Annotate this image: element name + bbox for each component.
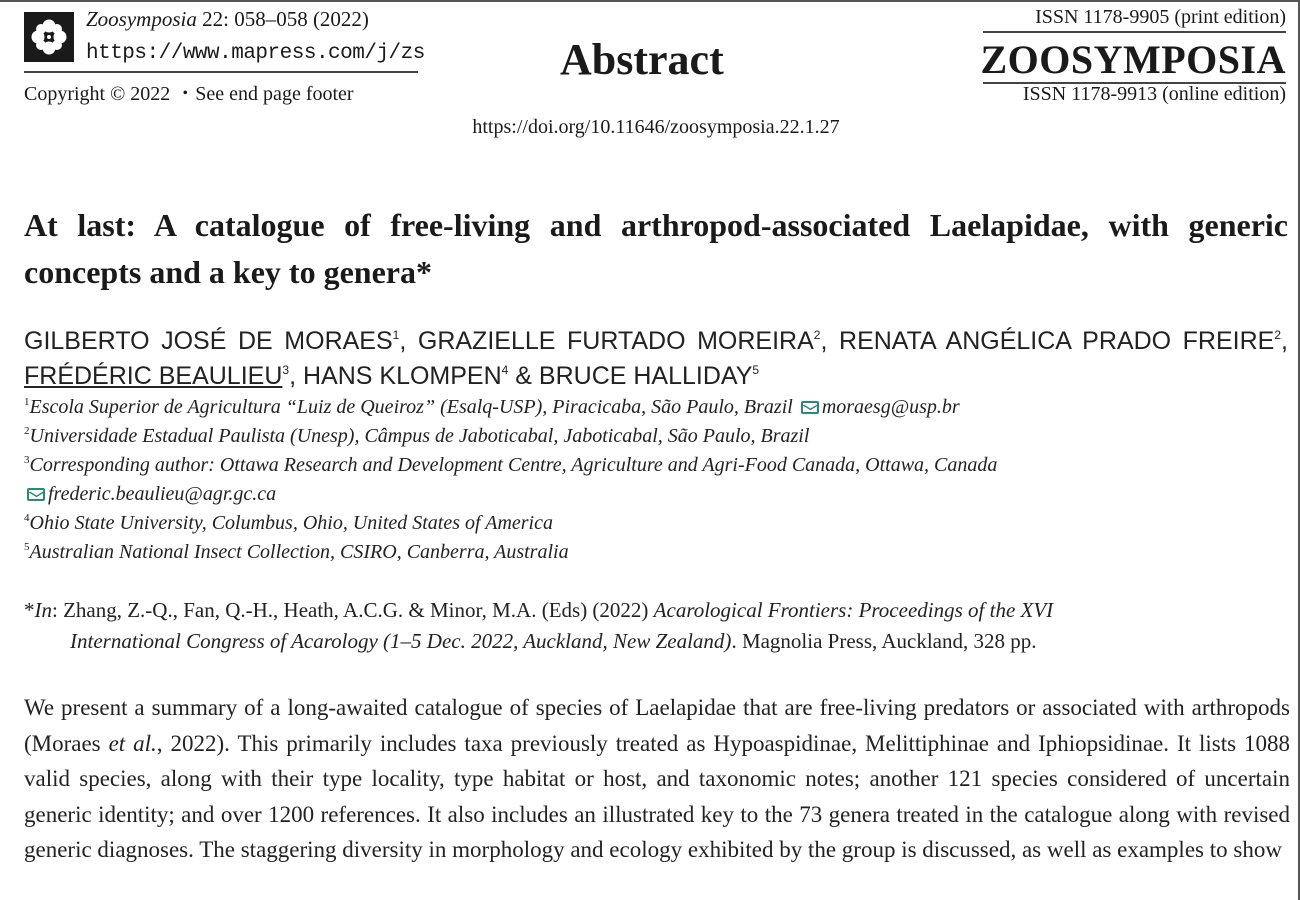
affiliation-5: $^5$Australian National Insect Collection, CSIRO, Canberra, Australia: [24, 541, 569, 563]
author-list: GILBERTO JOSÉ DE MORAES$^1$, GRAZIELLE FURTADO MOREIRA$^2$, RENATA ANGÉLICA PRADO FREIRE$^2$, FRÉDÉRIC BEAULIEU$^3$, HANS KLOMPEN$^4$ & BRUCE HALLIDAY$^5$: [24, 327, 1288, 390]
affiliation-3-email: [24, 480, 1288, 509]
author: RENATA ANGÉLICA PRADO FREIRE$^2$: [839, 327, 1282, 355]
journal-logo-icon: [24, 12, 74, 62]
email-link[interactable]: moraesg@usp.br: [821, 396, 960, 418]
email-link[interactable]: frederic.beaulieu@agr.gc.ca: [48, 483, 277, 505]
proceedings-footnote: *In: Zhang, Z.-Q., Fan, Q.-H., Heath, A.C.G. & Minor, M.A. (Eds) (2022) Acarological Frontiers: Proceedings of the XVI International Congress of Acarology (1–5 Dec. 2022, Auckland, New Zealand). Magnolia Press, Auckland, 328 pp.: [24, 598, 1054, 653]
doi-link[interactable]: https://doi.org/10.11646/zoosymposia.22.1.27: [472, 116, 840, 138]
author: GRAZIELLE FURTADO MOREIRA$^2$: [417, 327, 821, 355]
corresponding-author-link[interactable]: FRÉDÉRIC BEAULIEU$^3$: [24, 362, 290, 390]
header-divider-left: [24, 71, 418, 73]
abstract-text: We present a summary of a long-awaited catalogue of species of Laelapidae that are free-living predators or associated with arthropods (Moraes et al., 2022). This primarily includes taxa previously treated as Hypoaspidinae, Melittiphinae and Iphiopsidinae. It lists 1088 valid species, along with their type locality, type habitat or host, and taxonomic notes; another 121 species considered of uncertain generic identity; and over 1200 references. It also includes an illustrated key to the 73 genera treated in the catalogue along with revised generic diagnoses. The staggering diversity in morphology and ecology exhibited by the group is discussed, as well as examples to show: [24, 695, 1290, 862]
affiliation-2: $^2$Universidade Estadual Paulista (Unesp), Câmpus de Jaboticabal, Jaboticabal, São Paulo, Brazil: [24, 425, 810, 447]
author: BRUCE HALLIDAY$^5$: [538, 362, 760, 390]
journal-name: Zoosymposia: [86, 7, 197, 31]
email-icon[interactable]: [801, 401, 819, 414]
journal-issue: 22: 058–058 (2022): [196, 7, 369, 31]
affiliation-3: $^3$Corresponding author: Ottawa Research and Development Centre, Agriculture and Agri-Food Canada, Ottawa, Canada: [24, 454, 998, 476]
issn-online: ISSN 1178-9913 (online edition): [1022, 83, 1286, 105]
journal-brand: ZOOSYMPOSIA: [980, 37, 1286, 82]
author: HANS KLOMPEN$^4$: [302, 362, 509, 390]
page-heading: Abstract: [560, 35, 724, 84]
author: GILBERTO JOSÉ DE MORAES$^1$: [24, 327, 400, 355]
journal-url-link[interactable]: https://www.mapress.com/j/zs: [86, 42, 425, 65]
journal-citation: [86, 7, 369, 32]
copyright-notice: Copyright © 2022 ・See end page footer: [24, 83, 354, 105]
affiliation-1: $^1$Escola Superior de Agricultura “Luiz de Queiroz” (Esalq-USP), Piracicaba, São Paulo, Brazil moraesg@usp.br: [24, 396, 960, 418]
email-icon[interactable]: [27, 488, 45, 501]
issn-print: ISSN 1178-9905 (print edition): [1035, 6, 1286, 28]
affiliations: [24, 393, 1288, 567]
header-divider-right-top: [983, 31, 1286, 33]
article-title: At last: A catalogue of free-living and arthropod-associated Laelapidae, with generic concepts and a key to genera*: [24, 207, 1288, 290]
affiliation-4: $^4$Ohio State University, Columbus, Ohio, United States of America: [24, 512, 553, 534]
